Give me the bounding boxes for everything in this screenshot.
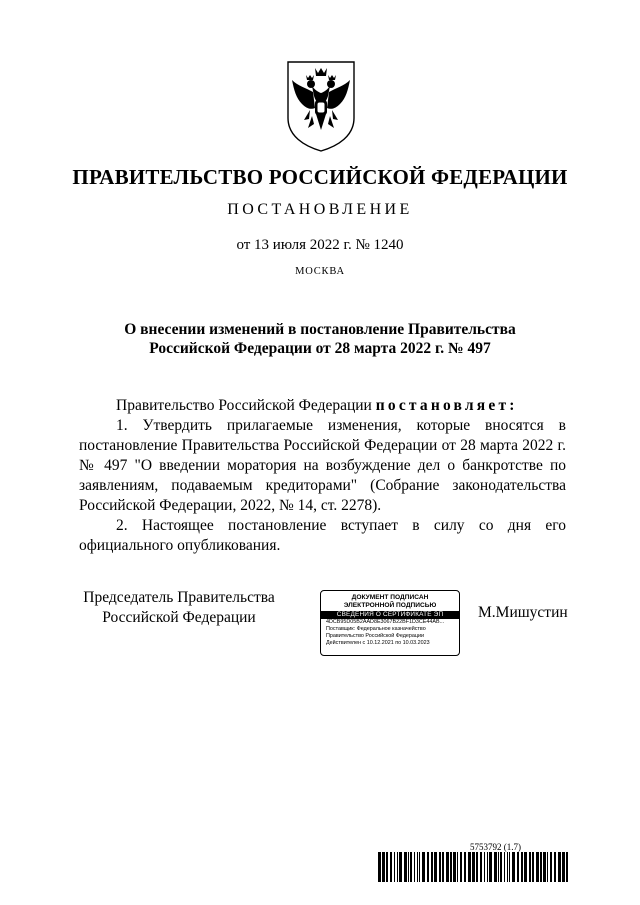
decree-word: постановляет: [375,397,518,414]
document-date-number: от 13 июля 2022 г. № 1240 [236,237,404,253]
signer-position-line-1: Председатель Правительства [83,589,275,606]
subject-line-2: Российской Федерации от 28 марта 2022 г. № 497 [149,340,491,357]
document-city: МОСКВА [295,266,345,277]
signer-position [79,588,279,628]
item-1-paragraph: 1. Утвердить прилагаемые изменения, которые вносятся в постановление Правительства Российской Федерации от 28 марта 2022 г. № 497 "О введении моратория на возбуждение дел о банкротстве по заявлениям, подаваемым кредиторами" (Собрание законодательства Российской Федерации, 2022, № 14, ст. 2278). [79,417,566,514]
signer-position-line-2: Российской Федерации [102,609,256,626]
stamp-line-2: ЭЛЕКТРОННОЙ ПОДПИСЬЮ [343,602,437,609]
preamble-paragraph [79,396,566,416]
preamble-text: Правительство Российской Федерации [116,397,376,414]
barcode-icon [378,852,570,882]
stamp-certificate-header: СВЕДЕНИЯ О СЕРТИФИКАТЕ ЭП [321,611,459,619]
electronic-signature-stamp [320,590,460,656]
stamp-certificate-id: 4DCB95D05B2AAD8E3067B22BF1D3CE44AB... [326,619,445,625]
coat-of-arms-icon [282,58,360,154]
item-2-paragraph: 2. Настоящее постановление вступает в силу со дня его официального опубликования. [79,517,566,554]
stamp-issuer-line-2: Правительство Российской Федерации [326,633,425,639]
government-title: ПРАВИТЕЛЬСТВО РОССИЙСКОЙ ФЕДЕРАЦИИ [72,165,568,189]
document-subject [0,320,640,358]
signer-name: М.Мишустин [478,604,568,621]
stamp-issuer-line-1: Поставщик: Федеральное казначейство [326,626,426,632]
stamp-line-1: ДОКУМЕНТ ПОДПИСАН [351,594,429,601]
stamp-validity: Действителен с 10.12.2021 по 10.03.2023 [326,640,430,646]
subject-line-1: О внесении изменений в постановление Правительства [124,321,516,338]
document-type: ПОСТАНОВЛЕНИЕ [227,201,413,218]
document-code: 5753792 (1.7) [470,842,521,852]
document-body [79,396,566,556]
